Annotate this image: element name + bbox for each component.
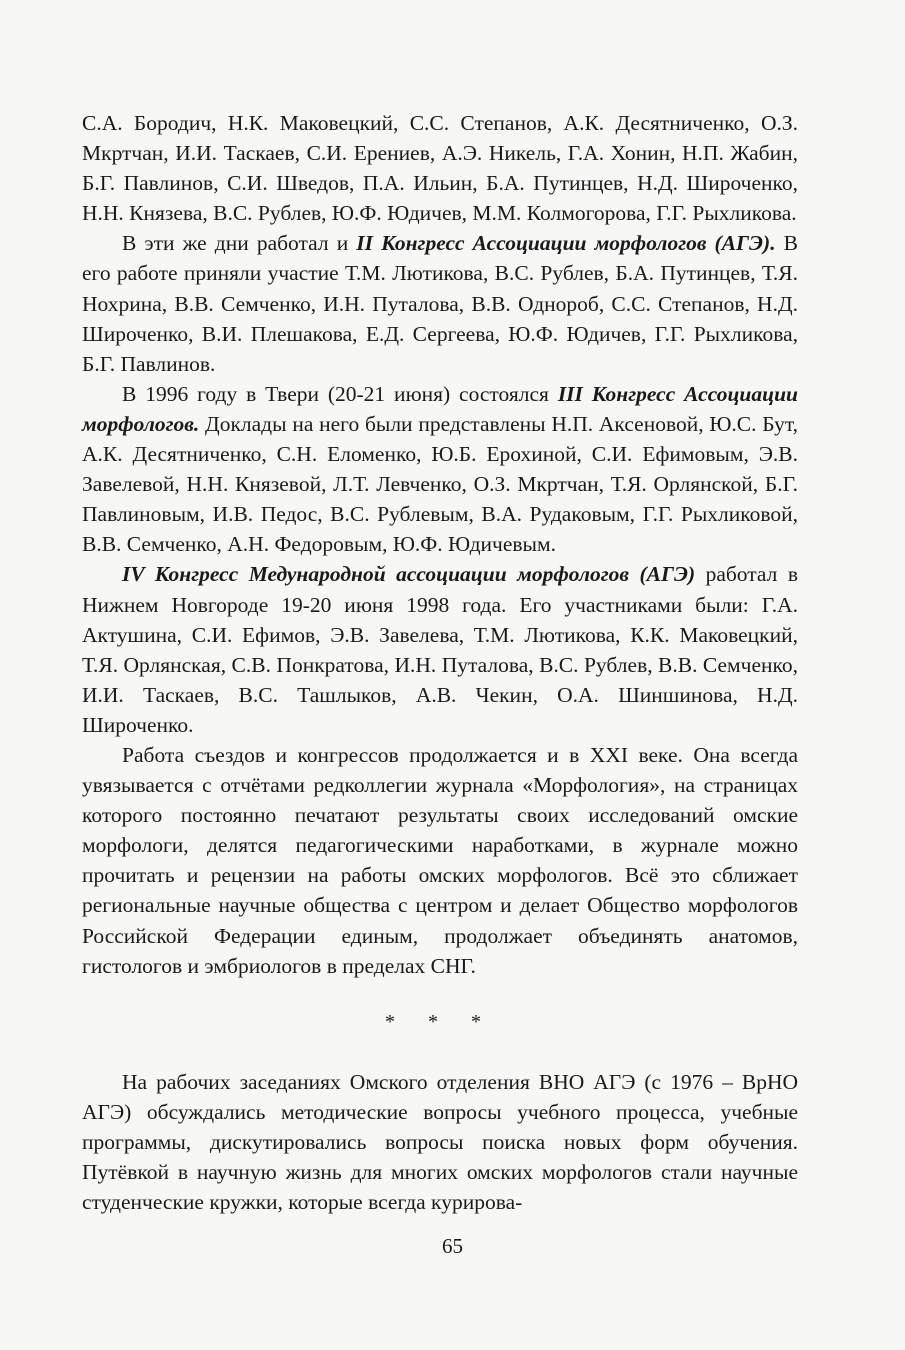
paragraph — [82, 740, 798, 981]
paragraph-text: Доклады на него были представлены Н.П. Аксеновой, Ю.С. Бут, А.К. Десятниченко, С.Н. Еломенко, Ю.Б. Ерохиной, С.И. Ефимовым, Э.В. Завелевой, Н.Н. Князевой, Л.Т. Левченко, О.З. Мкртчан, Т.Я. Орлянской, Б.Г. Павлиновым, И.В. Педос, В.С. Рублевым, В.А. Рудаковым, Г.Г. Рыхликовой, В.В. Семченко, А.Н. Федоровым, Ю.Ф. Юдичевым. — [82, 411, 798, 557]
paragraphs-top — [82, 108, 798, 981]
paragraph — [82, 379, 798, 560]
emphasized-text: IV Конгресс Медународной ассоциации морфологов (АГЭ) — [122, 562, 696, 587]
paragraph — [82, 108, 798, 228]
paragraphs-bottom — [82, 1067, 798, 1217]
emphasized-text: III Конгресс Ассоциации морфологов. — [82, 381, 798, 436]
paragraph-text: На рабочих заседаниях Омского отделения ВНО АГЭ (с 1976 – ВрНО АГЭ) обсуждались методические вопросы учебного процесса, учебные программы, дискутировались вопросы поиска новых форм обучения. Путёвкой в научную жизнь для многих омских морфологов стали научные студенческие кружки, которые всегда курирова- — [82, 1069, 798, 1215]
paragraph — [82, 559, 798, 740]
paragraph — [82, 228, 798, 378]
paragraph-text: В эти же дни работал и — [122, 231, 357, 256]
page-text — [82, 108, 798, 1217]
paragraph-text: С.А. Бородич, Н.К. Маковецкий, С.С. Степанов, А.К. Десятниченко, О.З. Мкртчан, И.И. Таскаев, С.И. Ерениев, А.Э. Никель, Г.А. Хонин, Н.П. Жабин, Б.Г. Павлинов, С.И. Шведов, П.А. Ильин, Б.А. Путинцев, Н.Д. Широченко, Н.Н. Князева, В.С. Рублев, Ю.Ф. Юдичев, М.М. Колмогорова, Г.Г. Рыхликова. — [82, 111, 798, 226]
paragraph-text: работал в Нижнем Новгороде 19-20 июня 1998 года. Его участниками были: Г.А. Актушина, С.И. Ефимов, Э.В. Завелева, Т.М. Лютикова, К.К. Маковецкий, Т.Я. Орлянская, С.В. Понкратова, И.Н. Путалова, В.С. Рублев, В.В. Семченко, И.И. Таскаев, В.С. Ташлыков, А.В. Чекин, О.А. Шиншинова, Н.Д. Широченко. — [82, 562, 798, 737]
paragraph — [82, 1067, 798, 1217]
emphasized-text: II Конгресс Ассоциации морфологов (АГЭ). — [356, 231, 776, 256]
paragraph-text: Работа съездов и конгрессов продолжается и в XXI веке. Она всегда увязывается с отчётами редколлегии журнала «Морфология», на страницах которого постоянно печатают результаты своих исследований омские морфологи, делятся педагогическими наработками, в журнале можно прочитать и рецензии на работы омских морфологов. Всё это сближает региональные научные общества с центром и делает Общество морфологов Российской Федерации единым, продолжает объединять анатомов, гистологов и эмбриологов в пределах СНГ. — [82, 742, 798, 978]
section-separator: * * * — [385, 1010, 495, 1033]
page-number: 65 — [442, 1234, 463, 1258]
paragraph-text: В 1996 году в Твери (20-21 июня) состоялся — [122, 381, 558, 406]
paragraph-text: В его работе приняли участие Т.М. Лютикова, В.С. Рублев, Б.А. Путинцев, Т.Я. Нохрина, В.В. Семченко, И.Н. Путалова, В.В. Однороб, С.С. Степанов, Н.Д. Широченко, В.И. Плешакова, Е.Д. Сергеева, Ю.Ф. Юдичев, Г.Г. Рыхликова, Б.Г. Павлинов. — [82, 231, 798, 376]
